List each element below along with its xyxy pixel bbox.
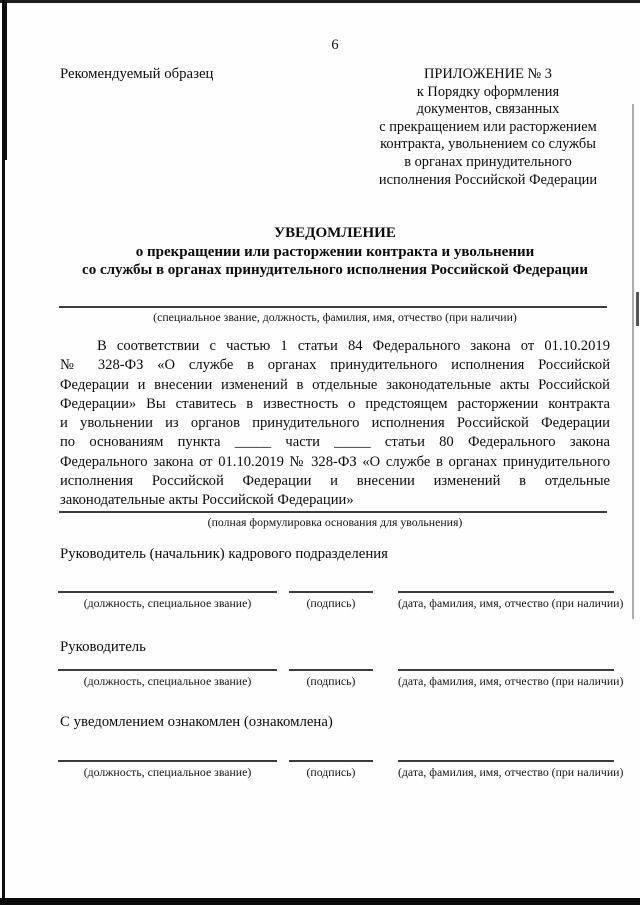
- addressee-caption: (специальное звание, должность, фамилия, имя, отчество (при наличии): [153, 310, 517, 324]
- appendix-block: [352, 66, 624, 189]
- signature-caption: (подпись): [306, 765, 356, 779]
- signature-field-sign: [289, 591, 373, 611]
- signature-field-sign: [289, 760, 373, 780]
- date-name-caption: (дата, фамилия, имя, отчество (при наличии): [398, 674, 624, 688]
- signature-field-sign: [289, 669, 373, 689]
- signature-row: [58, 760, 624, 780]
- body-line: исполнения Российской Федерации и внесении изменений в отдельные: [60, 472, 610, 489]
- title-line: о прекращении или расторжении контракта и увольнении: [135, 243, 535, 260]
- signature-caption: (подпись): [306, 674, 356, 688]
- signature-row: [58, 669, 624, 689]
- signature-row: [58, 591, 624, 611]
- body-line-with-blanks: по основаниям пункта _____ части _____ статьи 80 Федерального закона: [60, 434, 610, 451]
- page-number: 6: [331, 37, 339, 53]
- acknowledged-heading: С уведомлением ознакомлен (ознакомлена): [60, 714, 333, 730]
- body-line: Федерального закона от 01.10.2019 № 328-ФЗ «О службе в органах принудительного: [60, 453, 610, 470]
- signature-field-position: [58, 669, 277, 689]
- head-heading: Руководитель: [60, 639, 146, 655]
- signature-caption: (подпись): [306, 596, 356, 610]
- date-name-caption: (дата, фамилия, имя, отчество (при наличии): [398, 596, 624, 610]
- body-line: Федерации» Вы ставитесь в известность о предстоящем расторжении контракта: [60, 395, 610, 412]
- position-caption: (должность, специальное звание): [83, 674, 252, 688]
- addressee-fill-line: [59, 306, 607, 308]
- notification-title-block: [60, 224, 610, 280]
- body-paragraph: [60, 337, 610, 510]
- signature-field-date-name: [398, 669, 624, 689]
- body-line: законодательные акты Российской Федерации»: [60, 492, 354, 508]
- scan-artifact-right-line: [632, 104, 634, 619]
- basis-fill-line: [59, 511, 607, 513]
- title-line: УВЕДОМЛЕНИЕ: [274, 225, 396, 241]
- recommended-sample-label: Рекомендуемый образец: [60, 66, 214, 82]
- position-caption: (должность, специальное звание): [83, 596, 252, 610]
- scan-artifact-left-edge-thick: [2, 2, 8, 160]
- appendix-line: в органах принудительного: [404, 153, 572, 170]
- appendix-line: исполнения Российской Федерации: [378, 171, 598, 188]
- scan-artifact-top-edge: [0, 0, 640, 3]
- title-line: со службы в органах принудительного исполнения Российской Федерации: [82, 262, 588, 279]
- scan-artifact-right-dash: [636, 292, 639, 326]
- signature-field-date-name: [398, 760, 624, 780]
- body-line: и увольнении из органов принудительного исполнения Российской Федерации: [60, 415, 610, 431]
- date-name-caption: (дата, фамилия, имя, отчество (при наличии): [398, 765, 624, 779]
- body-line: Федерации и внесении изменений в отдельные законодательные акты Российской: [60, 376, 610, 393]
- appendix-line: документов, связанных: [416, 101, 560, 118]
- appendix-line: контракта, увольнением со службы: [380, 136, 596, 153]
- scan-artifact-bottom-bar: [0, 898, 640, 905]
- signature-field-date-name: [398, 591, 624, 611]
- signature-field-position: [58, 591, 277, 611]
- appendix-line: ПРИЛОЖЕНИЕ № 3: [424, 66, 552, 82]
- appendix-line: к Порядку оформления: [416, 83, 560, 100]
- hr-head-heading: Руководитель (начальник) кадрового подразделения: [60, 546, 388, 562]
- appendix-line: с прекращением или расторжением: [379, 118, 597, 135]
- basis-caption: (полная формулировка основания для увольнения): [207, 515, 463, 529]
- position-caption: (должность, специальное звание): [83, 765, 252, 779]
- body-line: В соответствии с частью 1 статьи 84 Федерального закона от 01.10.2019: [97, 338, 610, 354]
- signature-field-position: [58, 760, 277, 780]
- body-line: № 328-ФЗ «О службе в органах принудительного исполнения Российской: [60, 357, 610, 374]
